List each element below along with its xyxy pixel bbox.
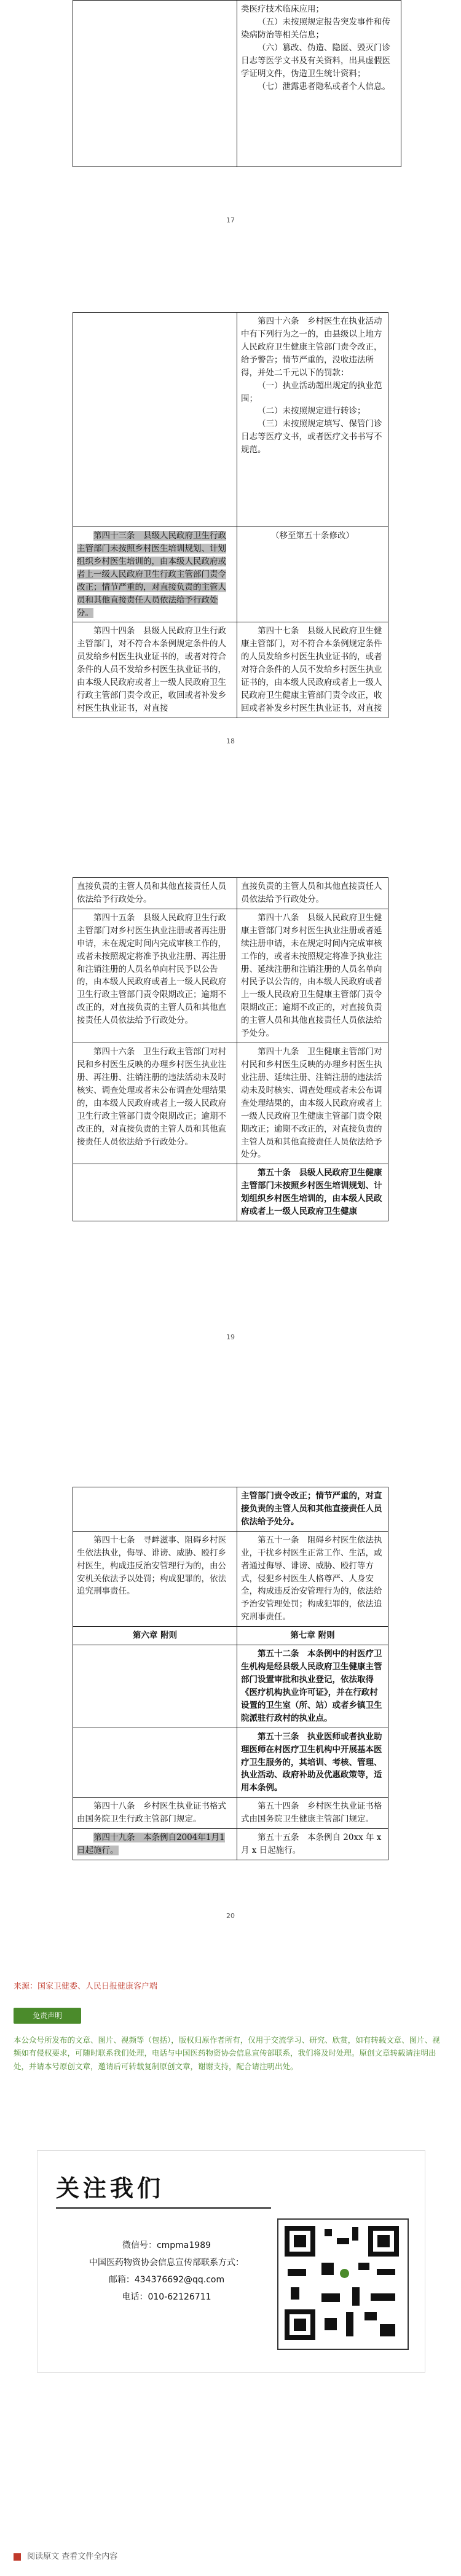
clause-text: 第五十四条 乡村医生执业证书格式由国务院卫生健康主管部门规定。 [241,1801,382,1825]
follow-us-card [37,2150,425,2373]
table-cell-left [73,1043,237,1164]
comparison-table-page-18 [73,312,388,718]
email-text: 邮箱：434376692@qq.com [108,2275,225,2285]
table-cell-right [237,1043,388,1164]
table-cell-right [237,1487,388,1532]
table-row [73,527,388,622]
table-row [73,1043,388,1164]
table-cell-left [73,313,237,527]
qr-code-icon [277,2218,409,2350]
clause-text: 第五十二条 本条例中的村医疗卫生机构是经县级人民政府卫生健康主管部门设置审批和执业登记，依法取得《医疗机构执业许可证》，并在行政村设置的卫生室（所、站）或者乡镇卫生院派驻行政村的执业点。 [241,1649,382,1723]
table-cell-right [237,313,388,527]
table-cell-right [237,1627,388,1645]
clause-text: 第四十三条 县级人民政府卫生行政主管部门未按照乡村医生培训规划、计划组织乡村医生培训的，由本级人民政府或者上一级人民政府卫生行政主管部门责令改正；情节严重的，对直接负责的主管人员和其他直接责任人员依法给予行政处分。 [77,531,226,618]
chapter-heading: 第七章 附则 [290,1631,335,1641]
table-cell-left [73,1798,237,1829]
table-cell-right [237,527,388,622]
table-row [73,1531,388,1626]
page-number: 17 [226,216,235,224]
table-cell-left [73,1,237,167]
clause-text: （一）执业活动超出规定的执业范围； [241,380,382,404]
read-original-link[interactable] [14,2550,447,2568]
table-row [73,313,388,527]
table-row [73,1645,388,1728]
clause-text: （二）未按照规定进行转诊； [258,406,366,417]
table-row [73,1,401,167]
table-row [73,1728,388,1798]
table-row [73,909,388,1043]
table-row [73,622,388,718]
table-cell-left [73,1728,237,1798]
table-cell-left [73,1627,237,1645]
table-cell-right [237,622,388,718]
table-cell-left [73,1531,237,1626]
chapter-heading: 第六章 附则 [132,1631,178,1641]
table-cell-right [237,909,388,1043]
document-page-20 [0,1450,461,1941]
clause-text: 直接负责的主管人员和其他直接责任人员依法给予行政处分。 [241,882,382,904]
table-cell-left [73,527,237,622]
clause-text: 第四十七条 寻衅滋事、阻碍乡村医生依法执业，侮辱、诽谤、威胁、殴打乡村医生，构成违反治安管理行为的，由公安机关依法予以处罚；构成犯罪的，依法追究刑事责任。 [77,1535,226,1597]
table-cell-left [73,878,237,909]
table-row [73,1829,388,1860]
table-cell-right [237,1,401,167]
clause-text: 第四十九条 卫生健康主管部门对村民和乡村医生反映的办理乡村医生执业注册、延续注册、注销注册的违法活动未及时核实、调查处理或者未公布调查处理结果的，由本级人民政府或者上一级人民政府卫生健康主管部门责令限期改正；逾期不改正的，对直接负责的主管人员和其他直接责任人员依法给予处分。 [241,1047,382,1160]
clause-text: 第四十九条 本条例自2004年1月1日起施行。 [77,1833,225,1856]
table-cell-right [237,1645,388,1728]
source-line: 来源：国家卫健委、人民日报健康客户端 [14,1982,158,1991]
table-cell-left [73,1487,237,1532]
table-cell-right [237,1798,388,1829]
clause-text: 第四十四条 县级人民政府卫生行政主管部门，对不符合本条例规定条件的人员发给乡村医生执业证书的，或者对符合条件的人员不发给乡村医生执业证书的，由本级人民政府或者上一级人民政府卫生行政主管部门责令改正，收回或者补发乡村医生执业证书，对直接 [77,626,226,713]
clause-text: 第五十条 县级人民政府卫生健康主管部门未按照乡村医生培训规划、计划组织乡村医生培训的，由本级人民政府或者上一级人民政府卫生健康 [241,1168,382,1217]
clause-text: 直接负责的主管人员和其他直接责任人员依法给予行政处分。 [77,882,226,904]
clause-text: 第五十三条 执业医师或者执业助理医师在村医疗卫生机构中开展基本医疗卫生服务的，其培训、考核、管理、执业活动、政府补助及优惠政策等，适用本条例。 [241,1731,382,1793]
clause-text: （六）篡改、伪造、隐匿、毁灭门诊日志等医学文书及有关资料，出具虚假医学证明文件，伪造卫生统计资料； [241,42,390,79]
read-original-text[interactable]: 阅读原文 查看文件全内容 [27,2552,118,2561]
clause-text: 第五十一条 阻碍乡村医生依法执业，干扰乡村医生正常工作、生活，或者通过侮辱、诽谤、威胁、殴打等方式，侵犯乡村医生人格尊严、人身安全，构成违反治安管理行为的，依法给予治安管理处罚；构成犯罪的，依法追究刑事责任。 [241,1535,382,1623]
table-cell-left [73,1645,237,1728]
document-page-17 [0,0,461,224]
page-number: 19 [226,1333,235,1341]
clause-text: （七）泄露患者隐私或者个人信息。 [258,81,390,92]
clause-text: 第四十七条 县级人民政府卫生健康主管部门，对不符合本条例规定条件的人员发给乡村医生执业证书的，或者对符合条件的人员不发给乡村医生执业证书的，由本级人民政府或者上一级人民政府卫生健康主管部门责令改正，收回或者补发乡村医生执业证书，对直接 [241,626,382,713]
clause-text: 第四十六条 卫生行政主管部门对村民和乡村医生反映的办理乡村医生执业注册、再注册、注销注册的违法活动未及时核实、调查处理或者未公布调查处理结果的，由本级人民政府或者上一级人民政府卫生行政主管部门责令限期改正；逾期不改正的，对直接负责的主管人员和其他直接责任人员依法给予行政处分。 [77,1047,226,1147]
table-row [73,1627,388,1645]
clause-text: 第四十八条 乡村医生执业证书格式由国务院卫生行政主管部门规定。 [77,1801,226,1825]
table-cell-left [73,1829,237,1860]
document-page-19 [0,854,461,1358]
clause-text: （三）未按照规定填写、保管门诊日志等医疗文书，或者医疗文书书写不规范。 [241,419,382,455]
document-page-18 [0,289,461,768]
clause-text: 主管部门责令改正；情节严重的，对直接负责的主管人员和其他直接责任人员依法给予处分。 [241,1491,382,1527]
title-underline [56,2207,271,2209]
contact-info [62,2237,271,2306]
table-cell-left [73,622,237,718]
table-cell-left [73,1164,237,1221]
comparison-table-page-20 [73,1487,388,1860]
table-cell-right [237,878,388,909]
clause-text: 第四十八条 县级人民政府卫生健康主管部门对乡村医生执业注册或者延续注册申请，未在规定时间内完成审核工作的，或者未按照规定将准予执业注册、延续注册和注销注册的人员名单向村民予以公告的，由本级人民政府或者上一级人民政府卫生健康主管部门责令限期改正；逾期不改正的，对直接负责的主管人员和其他直接责任人员依法给予处分。 [241,912,382,1039]
page-number: 18 [226,737,235,745]
clause-text: 类医疗技术临床应用； [241,4,324,14]
page-number: 20 [226,1912,235,1920]
table-row [73,1164,388,1221]
clause-text: 第四十六条 乡村医生在执业活动中有下列行为之一的，由县级以上地方人民政府卫生健康主管部门责令改正，给予警告；情节严重的，没收违法所得，并处二千元以下的罚款： [241,316,382,378]
table-cell-right [237,1829,388,1860]
clause-note: （移至第五十条修改） [271,531,354,541]
table-cell-right [237,1164,388,1221]
wechat-id: 微信号：cmpma1989 [122,2241,211,2250]
comparison-table-page-19 [73,877,388,1221]
clause-text: （五）未按照规定报告突发事件和传染病防治等相关信息； [241,17,390,40]
table-row [73,878,388,909]
phone-text: 电话：010-62126711 [122,2292,211,2302]
clause-text: 第五十五条 本条例自 20xx 年 x 月 x 日起施行。 [241,1833,382,1856]
follow-us-title: 关注我们 [56,2175,165,2202]
table-row [73,1798,388,1829]
comparison-table-page-17 [73,0,388,167]
disclaimer-text: 本公众号所发布的文章、图片、视频等（包括），版权归原作者所有，仅用于交流学习、研究、欣赏，如有转载文章、图片、视频如有侵权要求，可随时联系我们处理，电话与中国医药物资协会信息宣传部联系，我们将及时处理。原创文章转载请注明出处，并请本号原创文章，邀请后可转载复制原创文章，谢谢支持，配合请注明出处。 [14,2035,440,2071]
table-cell-right [237,1728,388,1798]
clause-text: 第四十五条 县级人民政府卫生行政主管部门对乡村医生执业注册或者再注册申请，未在规定时间内完成审核工作的，或者未按照规定将准予执业注册、再注册和注销注册的人员名单向村民予以公告的，由本级人民政府或者上一级人民政府卫生行政主管部门责令限期改正；逾期不改正的，对直接负责的主管人员和其他直接责任人员依法给予行政处分。 [77,912,226,1026]
table-row [73,1487,388,1532]
document-icon [14,2553,21,2561]
disclaimer-banner: 免责声明 [14,2008,81,2024]
table-cell-left [73,909,237,1043]
table-cell-right [237,1531,388,1626]
org-name: 中国医药物资协会信息宣传部联系方式： [89,2258,244,2268]
